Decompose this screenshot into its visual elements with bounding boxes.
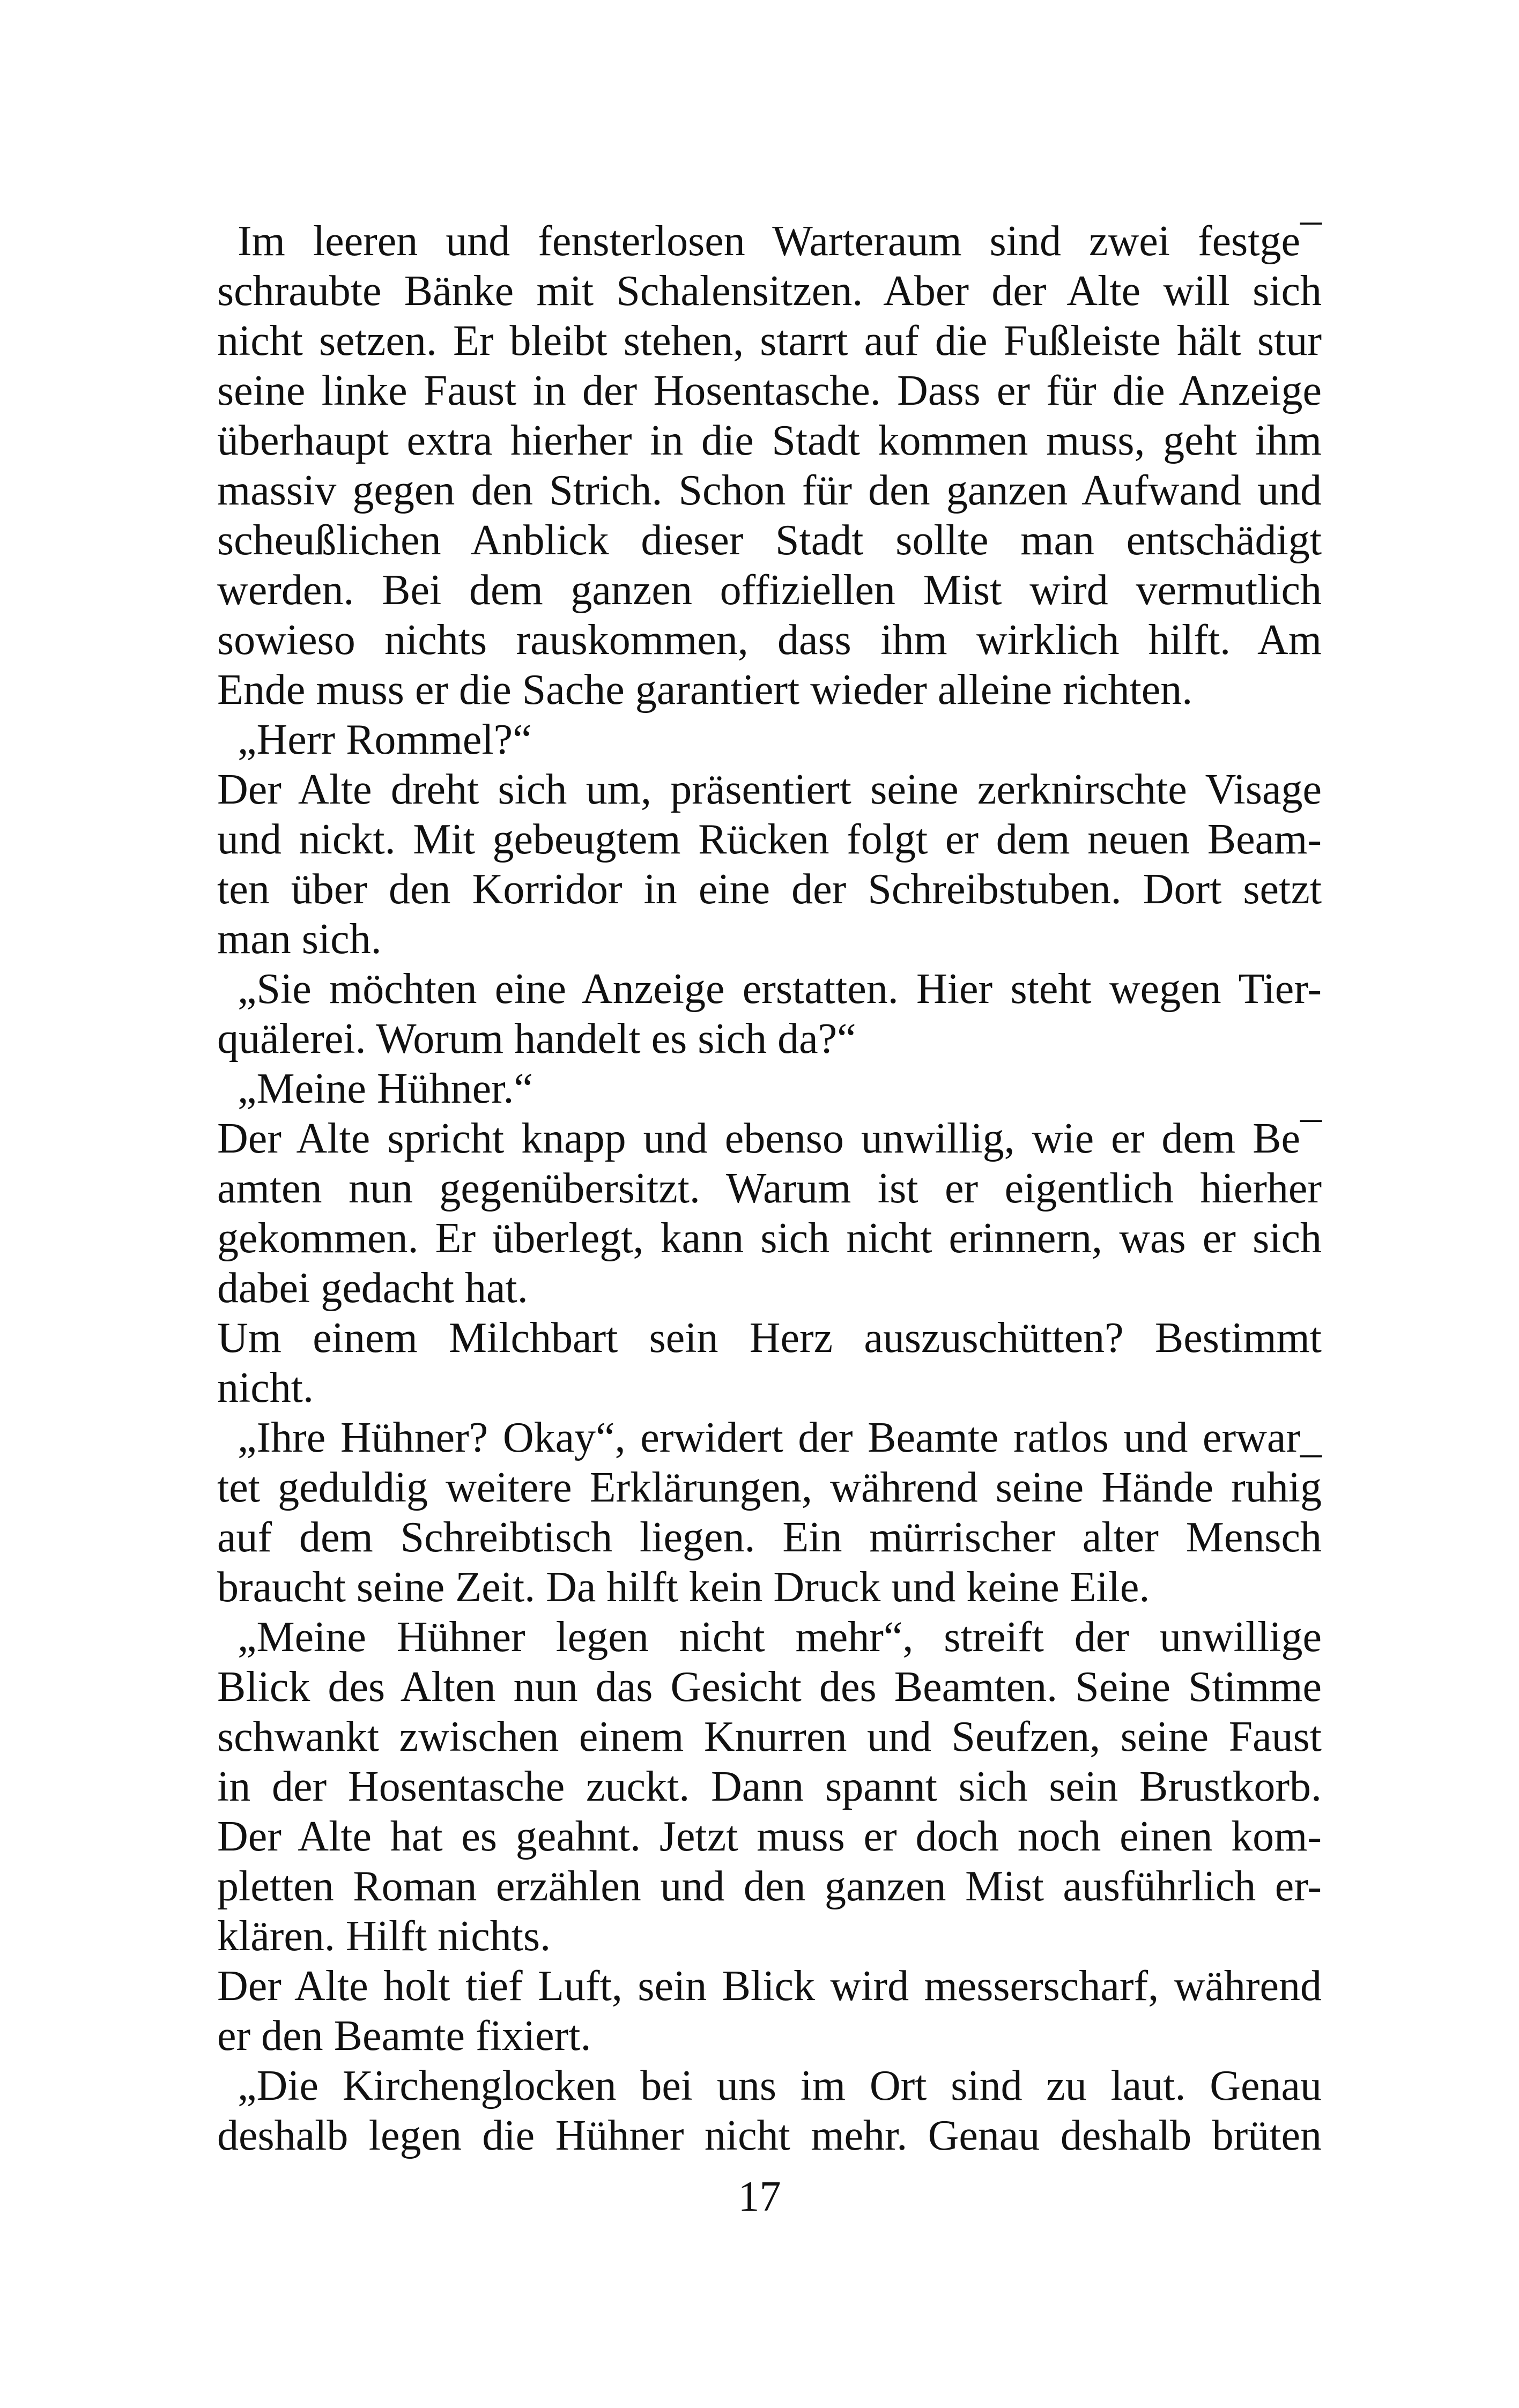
text-line: Der Alte holt tief Luft, sein Blick wird messerscharf, während: [217, 1963, 1322, 2010]
text-line: nicht setzen. Er bleibt stehen, starrt auf die Fußleiste hält stur: [217, 317, 1322, 365]
text-line: quälerei. Worum handelt es sich da?“: [217, 1015, 856, 1062]
text-line: „Ihre Hühner? Okay“, erwidert der Beamte ratlos und erwar_: [238, 1414, 1322, 1461]
text-line: scheußlichen Anblick dieser Stadt sollte man entschädigt: [217, 517, 1322, 564]
page-number: 17: [738, 2173, 781, 2220]
body-text: [217, 217, 1322, 2161]
text-line: Der Alte hat es geahnt. Jetzt muss er doch noch einen kom-: [217, 1813, 1322, 1860]
text-line: Im leeren und fensterlosen Warteraum sind zwei festge¯: [238, 218, 1322, 265]
text-line: tet geduldig weitere Erklärungen, während seine Hände ruhig: [217, 1464, 1322, 1511]
text-line: Der Alte dreht sich um, präsentiert seine zerknirschte Visage: [217, 766, 1322, 813]
text-line: schraubte Bänke mit Schalensitzen. Aber der Alte will sich: [217, 267, 1322, 315]
text-line: klären. Hilft nichts.: [217, 1913, 551, 1960]
text-line: und nickt. Mit gebeugtem Rücken folgt er dem neuen Beam-: [217, 816, 1322, 863]
text-line: er den Beamte fixiert.: [217, 2012, 591, 2060]
text-line: auf dem Schreibtisch liegen. Ein mürrischer alter Mensch: [217, 1514, 1322, 1561]
text-line: Um einem Milchbart sein Herz auszuschütten? Bestimmt: [217, 1314, 1322, 1362]
text-line: Ende muss er die Sache garantiert wieder alleine richten.: [217, 666, 1193, 714]
text-line: massiv gegen den Strich. Schon für den ganzen Aufwand und: [217, 467, 1322, 514]
text-line: schwankt zwischen einem Knurren und Seufzen, seine Faust: [217, 1713, 1322, 1760]
text-line: „Die Kirchenglocken bei uns im Ort sind zu laut. Genau: [238, 2062, 1322, 2109]
text-line: werden. Bei dem ganzen offiziellen Mist wird vermutlich: [217, 567, 1322, 614]
text-line: sowieso nichts rauskommen, dass ihm wirklich hilft. Am: [217, 616, 1322, 664]
text-line: „Herr Rommel?“: [238, 716, 532, 763]
text-line: amten nun gegenübersitzt. Warum ist er eigentlich hierher: [217, 1165, 1322, 1212]
text-line: braucht seine Zeit. Da hilft kein Druck und keine Eile.: [217, 1564, 1150, 1611]
text-line: deshalb legen die Hühner nicht mehr. Genau deshalb brüten: [217, 2112, 1322, 2159]
text-line: überhaupt extra hierher in die Stadt kommen muss, geht ihm: [217, 417, 1322, 464]
text-line: nicht.: [217, 1364, 314, 1411]
text-line: Der Alte spricht knapp und ebenso unwillig, wie er dem Be¯: [217, 1115, 1322, 1162]
text-line: man sich.: [217, 916, 382, 963]
text-line: seine linke Faust in der Hosentasche. Dass er für die Anzeige: [217, 367, 1322, 414]
text-line: dabei gedacht hat.: [217, 1265, 528, 1312]
text-line: „Sie möchten eine Anzeige erstatten. Hier steht wegen Tier-: [238, 965, 1322, 1013]
text-line: ten über den Korridor in eine der Schreibstuben. Dort setzt: [217, 866, 1322, 913]
text-line: „Meine Hühner legen nicht mehr“, streift der unwillige: [238, 1614, 1322, 1661]
text-line: gekommen. Er überlegt, kann sich nicht erinnern, was er sich: [217, 1215, 1322, 1262]
text-line: pletten Roman erzählen und den ganzen Mist ausführlich er-: [217, 1863, 1322, 1910]
text-line: Blick des Alten nun das Gesicht des Beamten. Seine Stimme: [217, 1663, 1322, 1711]
text-line: in der Hosentasche zuckt. Dann spannt sich sein Brustkorb.: [217, 1763, 1322, 1810]
text-line: „Meine Hühner.“: [238, 1065, 533, 1112]
